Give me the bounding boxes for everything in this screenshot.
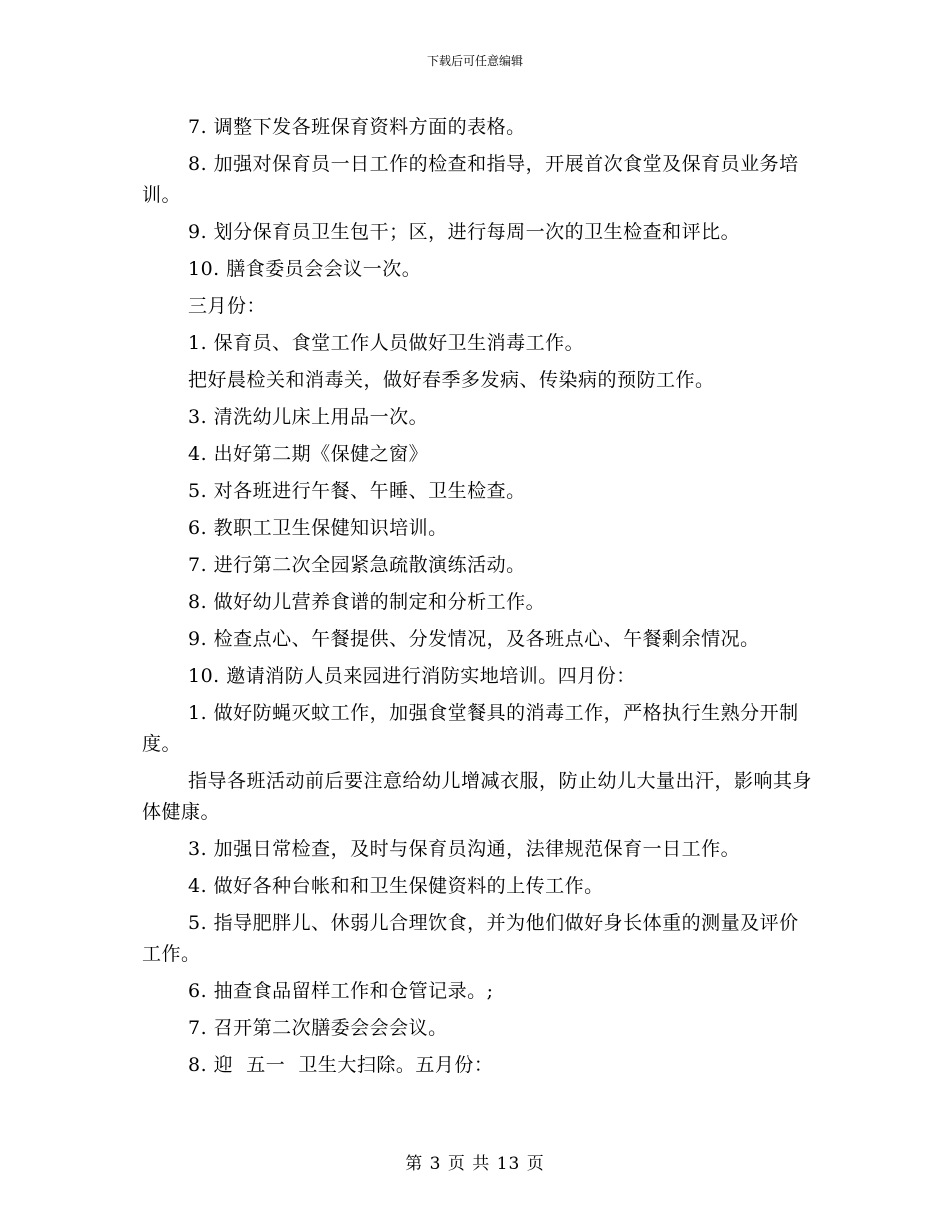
paragraph: 9. 划分保育员卫生包干；区，进行每周一次的卫生检查和评比。 — [188, 221, 741, 243]
paragraph: 3. 清洗幼儿床上用品一次。 — [188, 406, 429, 428]
paragraph: 8. 做好幼儿营养食谱的制定和分析工作。 — [188, 591, 546, 613]
paragraph: 4. 出好第二期《保健之窗》 — [188, 443, 429, 465]
paragraph: 4. 做好各种台帐和和卫生保健资料的上传工作。 — [188, 875, 604, 897]
paragraph: 指导各班活动前后要注意给幼儿增减衣服，防止幼儿大量出汗，影响其身体健康。 — [142, 770, 813, 823]
paragraph: 8. 迎 五一 卫生大扫除。五月份： — [188, 1054, 494, 1076]
paragraph: 10. 邀请消防人员来园进行消防实地培训。四月份： — [188, 665, 636, 687]
paragraph: 7. 进行第二次全园紧急疏散演练活动。 — [188, 554, 526, 576]
paragraph: 把好晨检关和消毒关，做好春季多发病、传染病的预防工作。 — [188, 369, 715, 391]
paragraph: 3. 加强日常检查，及时与保育员沟通，法律规范保育一日工作。 — [188, 838, 741, 860]
page-footer: 第 3 页 共 13 页 — [405, 1154, 545, 1174]
paragraph: 1. 保育员、食堂工作人员做好卫生消毒工作。 — [188, 332, 585, 354]
section-heading: 三月份： — [188, 295, 267, 317]
paragraph: 8. 加强对保育员一日工作的检查和指导，开展首次食堂及保育员业务培训。 — [142, 153, 799, 206]
page-header: 下载后可任意编辑 — [426, 54, 523, 68]
document-body — [142, 112, 812, 1087]
paragraph: 7. 调整下发各班保育资料方面的表格。 — [188, 116, 526, 138]
paragraph: 7. 召开第二次膳委会会会议。 — [188, 1017, 448, 1039]
paragraph: 5. 对各班进行午餐、午睡、卫生检查。 — [188, 480, 526, 502]
paragraph: 10. 膳食委员会会议一次。 — [188, 258, 422, 280]
paragraph: 5. 指导肥胖儿、休弱儿合理饮食，并为他们做好身长体重的测量及评价工作。 — [142, 912, 799, 965]
paragraph: 6. 教职工卫生保健知识培训。 — [188, 517, 448, 539]
paragraph: 6. 抽查食品留样工作和仓管记录。; — [188, 980, 494, 1002]
paragraph: 9. 检查点心、午餐提供、分发情况，及各班点心、午餐剩余情况。 — [188, 628, 760, 650]
paragraph: 1. 做好防蝇灭蚊工作，加强食堂餐具的消毒工作，严格执行生熟分开制度。 — [142, 702, 799, 755]
